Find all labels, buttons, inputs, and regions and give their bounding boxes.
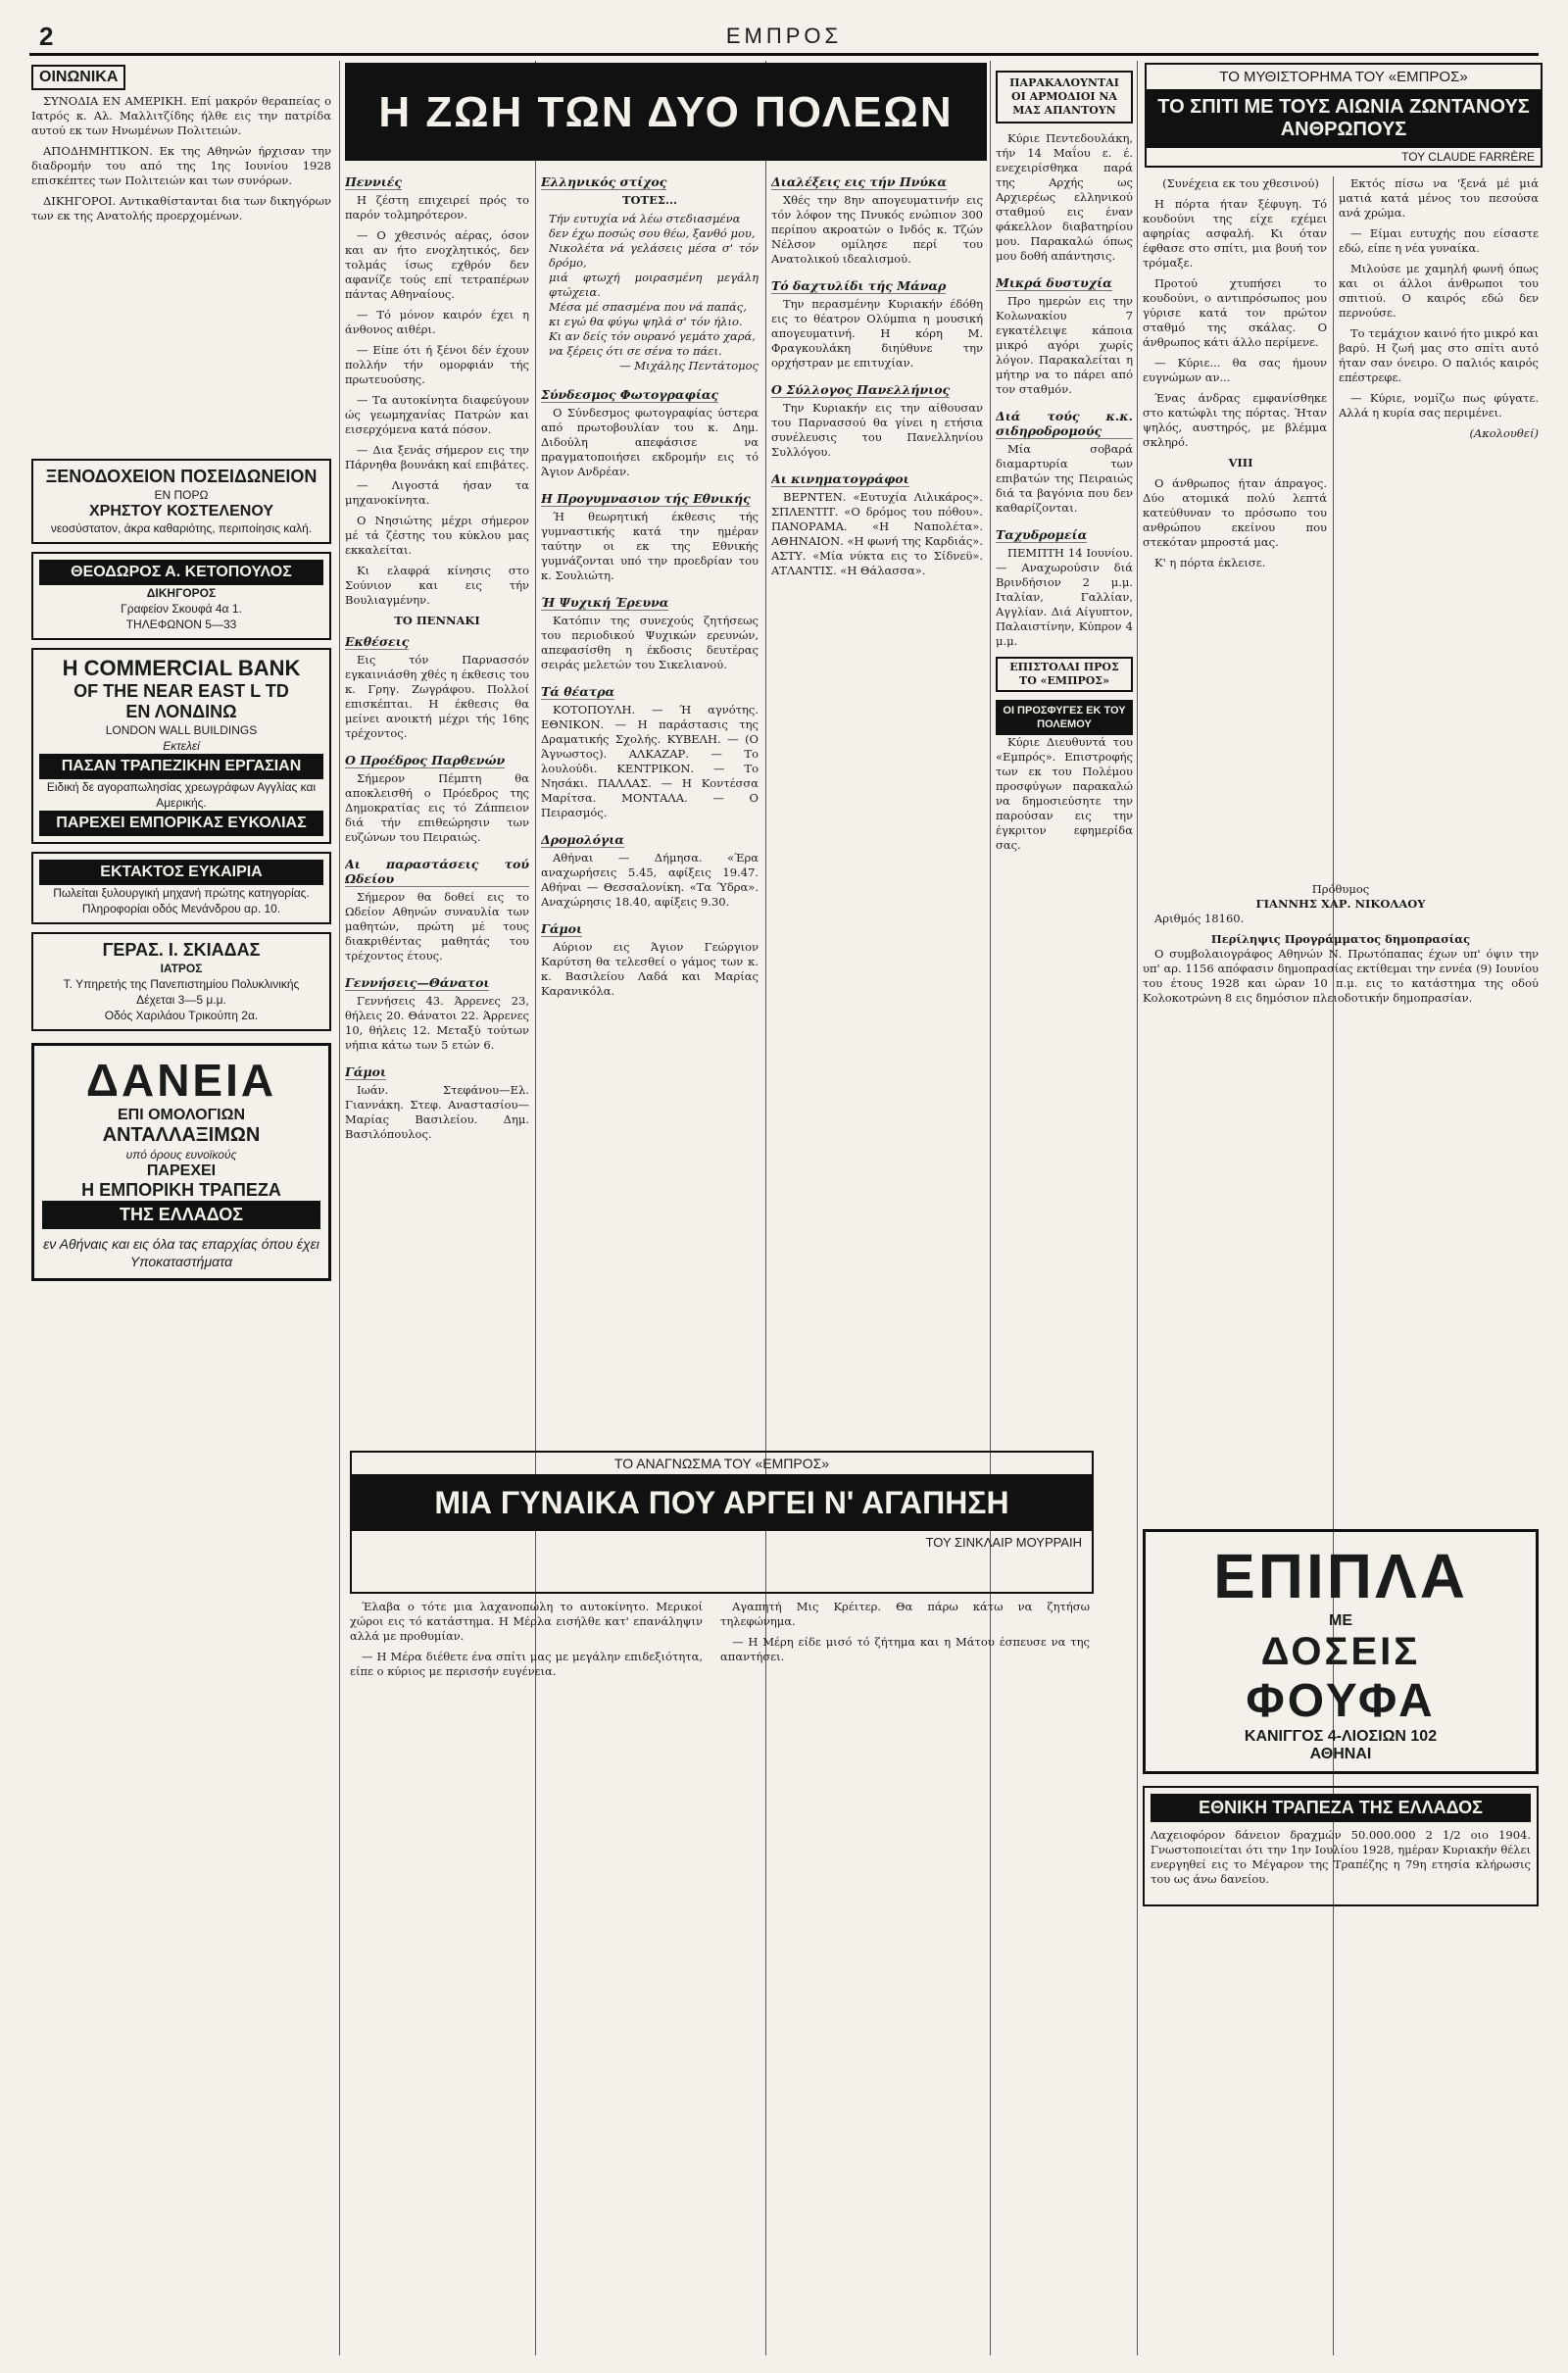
paragraph: Η πόρτα ήταν ξέφυγη. Τό κουδούνι της είχε εχέμει αφηρίας ασφαλή. Κι όταν έφθασε στο σπίτι, μια βουή τον τρόμαξε. — [1143, 197, 1327, 270]
paragraph: — Τα αυτοκίνητα διαφεύγουν ώς γεωμηχανίας Πατρών και εισερχόμενα κατά πόσον. — [345, 393, 529, 436]
paragraph: Εκτός πίσω να 'ξενά μέ μιά ματιά κατά μένος του πεσούσα ανά χρώμα. — [1339, 176, 1539, 220]
ad-line: ΕΠΙ ΟΜΟΛΟΓΙΩΝ — [117, 1107, 246, 1123]
paragraph: Εις τόν Παρνασσόν εγκαινιάσθη χθές η έκθεσις του κ. Γρηγ. Ζωγράφου. Πολλοί επισκέπται. Η έκθεσις θα μείνει ανοικτή μέχρι τής 16ης τρέχοντος. — [345, 653, 529, 740]
ad-line: ΙΑΤΡΟΣ — [160, 962, 203, 975]
opportunity-ad — [31, 852, 331, 924]
signature: ΤΟ ΠΕΝΝΑΚΙ — [394, 614, 480, 627]
paragraph: Κ' η πόρτα έκλεισε. — [1154, 556, 1266, 569]
paragraph: Κατόπιν της συνεχούς ζητήσεως του περιοδικού Ψυχικών ερευνών, απεφασίσθη η έκδοσις δευτέρας σειράς μελετών του Σικελιανού. — [541, 614, 759, 671]
paragraph: Την περασμένην Κυριακήν έδόθη εις το θέατρον Ολύμπια η μουσική απογευματινή. Η κόρη Μ. Φραγκουλάκη διηύθυνε την ορχήστραν με επιτυχίαν. — [771, 297, 983, 370]
notice-number: Αριθμός 18160. — [1154, 912, 1245, 925]
section-heading: Δρομολόγια — [541, 832, 624, 847]
section-heading: Αι παραστάσεις τού Ωδείου — [345, 857, 529, 886]
paragraph: — Κύριε... θα σας ήμουν ευγνώμων αν... — [1143, 356, 1327, 384]
section-heading: Ή Ψυχική Έρευνα — [541, 595, 669, 610]
section-heading: Η Προγυμνασιον τής Εθνικής — [541, 491, 751, 506]
ad-line: ΑΝΤΑΛΛΑΞΙΜΩΝ — [102, 1124, 261, 1146]
ad-line: ΤΗΛΕΦΩΝΟΝ 5—33 — [125, 618, 237, 631]
section-heading: Γεννήσεις—Θάνατοι — [345, 975, 490, 990]
masthead — [29, 14, 1539, 56]
paragraph: ΒΕΡΝΤΕΝ. «Ευτυχία Λιλικάρος». ΣΠΛΕΝΤΙΤ. «Ο δρόμος του πόθου». ΠΑΝΟΡΑΜΑ. «Η Ναπολέτα». ΑΘΗΝΑΙΟΝ. «Η φωνή της Καρδιάς». ΑΣΤΥ. «Μία νύκτα εις το Σίδνεϋ». ΑΤΛΑΝΤΙΣ. «Η Θάλασσα». — [771, 490, 983, 577]
paragraph: — Δια ξενάς σήμερον εις την Πάρνηθα βουνάκη καί επιβάτες. — [345, 443, 529, 471]
hotel-ad — [31, 459, 331, 544]
ad-line: ΧΡΗΣΤΟΥ ΚΟΣΤΕΛΕΝΟΥ — [89, 503, 273, 519]
ad-line: ΜΕ — [1329, 1612, 1352, 1629]
signature: ΓΙΑΝΝΗΣ ΧΑΡ. ΝΙΚΟΛΑΟΥ — [1255, 897, 1426, 911]
ad-line: ΔΟΣΕΙΣ — [1260, 1630, 1421, 1673]
loans-ad — [31, 1043, 331, 1281]
section-heading: Γάμοι — [541, 921, 583, 936]
column-2 — [345, 169, 529, 1443]
ad-title: ΕΘΝΙΚΗ ΤΡΑΠΕΖΑ ΤΗΣ ΕΛΛΑΔΟΣ — [1151, 1794, 1531, 1822]
section-heading: Τά θέατρα — [541, 684, 615, 699]
continued-note: (Ακολουθεί) — [1469, 426, 1539, 440]
paragraph: Κι ελαφρά κίνησις στο Σούνιον και εις τήν Βουλιαγμένην. — [345, 564, 529, 607]
signature-label: Πρόθυμος — [1311, 882, 1370, 896]
paragraph: — Η Μέρη είδε μισό τό ζήτημα και η Μάτου έσπευσε να της απαντήσει. — [720, 1635, 1090, 1663]
ad-line: ΠΑΡΕΧΕΙ — [146, 1162, 217, 1179]
paragraph: ΚΟΤΟΠΟΥΛΗ. — Ή αγνότης. ΕΘΝΙΚΟΝ. — Η παράστασις της Δραματικής Σχολής. ΚΥΒΕΛΗ. — (Ο Άγνωστος). ΑΛΚΑΖΑΡ. — Το λουλούδι. ΚΕΝΤΡΙΚΟΝ. — Το Νησάκι. ΠΑΛΛΑΣ. — Η Κοντέσσα Μαρίτσα. ΜΟΝΤΑΛΑ. — Ο Πειρασμός. — [541, 703, 759, 819]
column-6 — [1143, 176, 1327, 863]
paragraph: Ιωάν. Στεφάνου—Ελ. Γιαννάκη. Στεφ. Αναστασίου—Μαρίας Βασιλείου. Δημ. Βασιλόπουλος. — [345, 1083, 529, 1141]
paragraph: Μία σοβαρά διαμαρτυρία των επιβατών της Πειραιώς διά τα βαγόνια που δεν καθαρίζονται. — [996, 442, 1133, 515]
ad-line: υπό όρους ευνοϊκούς — [125, 1148, 237, 1162]
right-ads — [1143, 1529, 1539, 2352]
paragraph: Ο Σύνδεσμος φωτογραφίας ύστερα από πρωτοβουλίαν του κ. Δημ. Διδούλη απεφάσισε να πραγματοποιήσει εκδρομήν εις τό Άγιον Ανδρέαν. — [541, 406, 759, 478]
banner-title: Η ΖΩΗ ΤΩΝ ΔΥΟ ΠΟΛΕΩΝ — [378, 88, 954, 136]
letter-title: ΟΙ ΠΡΟΣΦΥΓΕΣ ΕΚ ΤΟΥ ΠΟΛΕΜΟΥ — [996, 700, 1133, 735]
paragraph: Ή θεωρητική έκθεσις τής γυμναστικής κατά την ημέραν ταύτην οι εκ της Εθνικής γυμνάζονται υπό την προεδρίαν του κ. Σουλιώτη. — [541, 510, 759, 582]
column-rule — [339, 61, 340, 2355]
national-bank-ad — [1143, 1786, 1539, 1906]
ad-line: ΚΑΝΙΓΓΟΣ 4-ΛΙΟΣΙΩΝ 102 — [1244, 1728, 1438, 1745]
poem-line: να ξέρεις ότι σε σένα το πάει. — [549, 344, 722, 358]
poem-line: Νικολέτα νά γελάσεις μέσα σ' τόν δρόμο, — [549, 241, 759, 270]
lawyer-ad — [31, 552, 331, 640]
poem-title: ΤΟΤΕΣ... — [621, 193, 678, 207]
column-5 — [996, 63, 1133, 1445]
paragraph: Κύριε Διευθυντά του «Εμπρός». Επιστροφής των εκ του Πολέμου προσφύγων παρακαλώ να δημοσιεύσητε την παρούσαν εις την έγκριτον εφημερίδα σας. — [996, 735, 1133, 852]
ad-line: LONDON WALL BUILDINGS — [105, 723, 258, 737]
ad-line: ΕΝ ΠΟΡΩ — [154, 488, 209, 502]
ad-title: ΕΚΤΑΚΤΟΣ ΕΥΚΑΙΡΙΑ — [39, 860, 323, 885]
section-heading: Μικρά δυστυχία — [996, 275, 1112, 290]
newspaper-title: ΕΜΠΡΟΣ — [725, 24, 843, 48]
paragraph: Ένας άνδρας εμφανίσθηκε στο κατώφλι της πόρτας. Ήταν ψηλός, αυστηρός, με βλέμμα σκληρό. — [1143, 391, 1327, 449]
ad-line: Οδός Χαριλάου Τρικούπη 2α. — [104, 1009, 259, 1022]
section-heading: Ελληνικός στίχος — [541, 174, 667, 189]
paragraph: Ο συμβολαιογράφος Αθηνών Ν. Πρωτόπαπας έχων υπ' όψιν την υπ' αρ. 1156 απόφασιν δημοπρασίας εκτίθεμαι την εννέα (9) Ιουνίου του έτους 1928 και ώραν 10 π.μ. εις το κατάστημα της οδού Κολοκοτρώνη 8 εις δημόσιον πλειοδοτικήν δημοπρασίαν. — [1143, 947, 1539, 1005]
poem-author: — Μιχάλης Πεντάτομος — [619, 359, 759, 372]
poem-line: μιά φτωχή μοιρασμένη μεγάλη φτώχεια. — [549, 271, 759, 299]
paragraph: Χθές την 8ην απογευματινήν εις τόν λόφον της Πνυκός ενώπιον 300 περίπου ακροατών ο Ινδός κ. Τζών Νέλσον ομίλησε περί του Ανατολικού ιδεαλισμού. — [771, 193, 983, 266]
paragraph: Λαχειοφόρον δάνειον δραχμών 50.000.000 2 1/2 οιο 1904. Γνωστοποιείται ότι την 1ην Ιουλίου 1928, ημέραν Κυριακήν θέλει ενεργηθεί εις το Μέγαρον της Τραπέζης η 79η ετησία κλήρωσις του ως άνω δανείου. — [1151, 1828, 1531, 1886]
section-heading: Ταχυδρομεία — [996, 527, 1088, 542]
poem-line: Μέσα μέ σπασμένα που νά παπάς, — [549, 300, 747, 314]
serial-header — [1145, 63, 1543, 168]
paragraph: — Είπε ότι ή ξένοι δέν έχουν πολλήν τήν ομορφιάν τής πρωτευούσης. — [345, 343, 529, 386]
ad-line: ΠΑΣΑΝ ΤΡΑΠΕΖΙΚΗΝ ΕΡΓΑΣΙΑΝ — [39, 754, 323, 779]
ad-line: εν Αθήναις και εις όλα τας επαρχίας όπου έχει Υποκαταστήματα — [43, 1236, 319, 1269]
section-heading: Εκθέσεις — [345, 634, 410, 649]
paragraph: Αύριον εις Άγιον Γεώργιον Καρύτση θα τελεσθεί ο γάμος των κ. κ. Βασιλείου Λαδά και Μαρίας Καρανικόλα. — [541, 940, 759, 998]
section-heading: Διά τούς κ.κ. σιδηροδρομούς — [996, 409, 1133, 438]
column-1 — [31, 61, 331, 2354]
section-heading: Τό δαχτυλίδι τής Μάναρ — [771, 278, 947, 293]
chapter-number: VIII — [1228, 456, 1253, 470]
novel-label: ΤΟ ΑΝΑΓΝΩΣΜΑ ΤΟΥ «ΕΜΠΡΟΣ» — [352, 1453, 1092, 1475]
paragraph: — Η Μέρα διέθετε ένα σπίτι μας με μεγάλην επιδεξιότητα, είπε ο κύριος με περισσήν ευγένεια. — [350, 1650, 703, 1678]
ad-line: Η ΕΜΠΟΡΙΚΗ ΤΡΑΠΕΖΑ — [81, 1180, 281, 1200]
social-notes — [31, 94, 331, 223]
poem-line: δεν έχω ποσώς σου θέω, ξανθό μου, — [549, 226, 756, 240]
poem-line: κι εγώ θα φύγω ψηλά σ' τόν ήλιο. — [549, 315, 743, 328]
ad-line: ΑΘΗΝΑΙ — [1309, 1746, 1372, 1762]
paragraph: Κύριε Πεντεδουλάκη, τήν 14 Μαΐου ε. έ. ενεχειρίσθηκα παρά της Αρχής ως Αρχιερέως ελληνικού σταθμού εις έναν φάκελλον διαβατηρίου μου. Παρακαλώ όπως μου δοθή απάντησις. — [996, 131, 1133, 263]
section-heading: Ο Προέδρος Παρθενών — [345, 753, 506, 767]
bank-ad — [31, 648, 331, 844]
poem — [549, 212, 759, 373]
ad-title: ΞΕΝΟΔΟΧΕΙΟΝ ΠΟΣΕΙΔΩΝΕΙΟΝ — [45, 467, 318, 486]
serial-author: ΤΟΥ CLAUDE FARRÈRE — [1147, 147, 1541, 166]
paragraph: Αθήναι — Δήμησα. «Έρα αναχωρήσεις 5.45, αφίξεις 19.47. Αθήναι — Θεσσαλονίκη. «Τα Ύδρα». Αναχώρησις 18.40, αφίξεις 9.30. — [541, 851, 759, 909]
serial-label: ΤΟ ΜΥΘΙΣΤΟΡΗΜΑ ΤΟΥ «ΕΜΠΡΟΣ» — [1147, 65, 1541, 90]
ad-line: ΤΗΣ ΕΛΛΑΔΟΣ — [42, 1201, 320, 1229]
paragraph: Ο άνθρωπος ήταν άπραγος. Δύο ατομικά πολύ λεπτά κατεύθυναν το πρόσωπο του ανθρώπου εκείνου που στεκόταν μπροστά μας. — [1143, 476, 1327, 549]
section-heading: Αι κινηματογράφοι — [771, 471, 909, 486]
novel-title: ΜΙΑ ΓΥΝΑΙΚΑ ΠΟΥ ΑΡΓΕΙ Ν' ΑΓΑΠΗΣΗ — [352, 1475, 1092, 1531]
column-3 — [541, 169, 759, 1443]
paragraph: — Λιγοστά ήσαν τα μηχανοκίνητα. — [345, 478, 529, 507]
doctor-ad — [31, 932, 331, 1031]
ad-line: ΠΑΡΕΧΕΙ ΕΜΠΟΡΙΚΑΣ ΕΥΚΟΛΙΑΣ — [39, 811, 323, 836]
ad-title: ΓΕΡΑΣ. Ι. ΣΚΙΑΔΑΣ — [102, 940, 261, 960]
ad-line: νεοσύστατον, άκρα καθαριότης, περιποίησις καλή. — [50, 521, 313, 535]
ad-title: Η COMMERCIAL BANK — [62, 656, 301, 680]
ad-title: ΔΑΝΕΙΑ — [85, 1055, 277, 1106]
poem-line: Κι αν δείς τόν ουρανό γεμάτο χαρά, — [549, 329, 756, 343]
paragraph: — Ο χθεσινός αέρας, όσον και αν ήτο ενοχλητικός, δεν τολμάς ίσως εχθρόν δεν αφανίζε τούς επί τετραπέρων πάντας Αθηναίους. — [345, 228, 529, 301]
paragraph: Η ζέστη επιχειρεί πρός το παρόν τολμηρότερον. — [345, 193, 529, 222]
ad-line: Τ. Υπηρετής της Πανεπιστημίου Πολυκλινικής — [63, 977, 300, 991]
box-title: ΠΑΡΑΚΑΛΟΥΝΤΑΙ ΟΙ ΑΡΜΟΔΙΟΙ ΝΑ ΜΑΣ ΑΠΑΝΤΟΥΝ — [1009, 76, 1119, 117]
section-heading: Σύνδεσμος Φωτογραφίας — [541, 387, 719, 402]
paragraph: Έλαβα ο τότε μια λαχανοπώλη το αυτοκίνητο. Μερικοί χώροι εις τό κατάστημα. Η Μέρλα εισήλθε κατ' επανάληψιν αλλά με προθυμίαν. — [350, 1600, 703, 1643]
paragraph: Το τεμάχιον καινό ήτο μικρό και βαρύ. Η ζωή μας στο σπίτι αυτό ήταν σαν όνειρο. Ο παλιός καιρός επέστρεφε. — [1339, 326, 1539, 384]
serial-title: ΤΟ ΣΠΙΤΙ ΜΕ ΤΟΥΣ ΑΙΩΝΙΑ ΖΩΝΤΑΝΟΥΣ ΑΝΘΡΩΠΟΥΣ — [1147, 90, 1541, 147]
two-cities-banner — [345, 63, 987, 161]
paragraph: Προτού χτυπήσει το κουδούνι, ο αντιπρόσωπος μου γύρισε κατά τον πρώτον σταθμό της σκάλας. Ο άνθρωπος κάτι άλλο περίμενε. — [1143, 276, 1327, 349]
ad-line: OF THE NEAR EAST L TD — [74, 681, 289, 701]
section-heading: Γάμοι — [345, 1064, 387, 1079]
furniture-ad — [1143, 1529, 1539, 1774]
notice-box — [996, 71, 1133, 124]
poem-line: Τήν ευτυχία νά λέω στεδιασμένα — [549, 212, 741, 225]
column-rule — [1137, 61, 1138, 2355]
ad-title: ΕΠΙΠΛΑ — [1213, 1541, 1468, 1611]
column-7 — [1339, 176, 1539, 863]
paragraph: Προ ημερών εις την Κολωνακίου 7 εγκατέλειψε κάποια μικρό αγόρι χωρίς λόγον. Παρακαλείται η μήτηρ να το πάρει από τον σταθμόν. — [996, 294, 1133, 396]
letters-box: ΕΠΙΣΤΟΛΑΙ ΠΡΟΣ ΤΟ «ΕΜΠΡΟΣ» — [996, 657, 1133, 692]
paragraph: Σήμερον θα δοθεί εις το Ωδείον Αθηνών συναυλία των μαθητών, πρώτη μέ τους διακριθέντας μαθητάς του τρέχοντος έτους. — [345, 890, 529, 963]
note: ΑΠΟΔΗΜΗΤΙΚΟΝ. Εκ της Αθηνών ήρχισαν την διαδρομήν του από της 1ης Ιουνίου 1928 επισκέπτες των Πολιτειών και των συνόρων. — [31, 144, 331, 187]
paragraph: — Είμαι ευτυχής που είσαστε εδώ, είπε η νέα γυναίκα. — [1339, 226, 1539, 255]
novel-column-2 — [720, 1600, 1090, 2354]
paragraph: Την Κυριακήν εις την αίθουσαν του Παρνασσού θα γίνει η ετήσια συνέλευσις του Πανελληνίου Συλλόγου. — [771, 401, 983, 459]
ad-title: ΘΕΟΔΩΡΟΣ Α. ΚΕΤΟΠΟΥΛΟΣ — [39, 560, 323, 585]
ad-line: Ειδική δε αγοραπωλησίας χρεωγράφων Αγγλίας και Αμερικής. — [46, 780, 317, 810]
section-heading: Ο Σύλλογος Πανελλήνιος — [771, 382, 951, 397]
ad-line: Πωλείται ξυλουργική μηχανή πρώτης κατηγορίας. — [53, 886, 310, 900]
ad-line: ΦΟΥΦΑ — [1246, 1675, 1436, 1727]
novel-header — [350, 1451, 1094, 1594]
paragraph: Γεννήσεις 43. Άρρενες 23, θήλεις 20. Θάνατοι 22. Άρρενες 10, θήλεις 12. Μεταξύ τούτων νήπια κάτω των 5 ετών 6. — [345, 994, 529, 1052]
paragraph: — Τό μόνον καιρόν έχει η άνθονος αιθέρι. — [345, 308, 529, 336]
paragraph: Ο Νησιώτης μέχρι σήμερον μέ τά ζέστης του κύκλου μας εκκαλείται. — [345, 514, 529, 557]
column-4 — [771, 169, 983, 1443]
section-heading: Πεννιές — [345, 174, 403, 189]
ad-line: Γραφείον Σκουφά 4α 1. — [121, 602, 242, 616]
ad-line: Δέχεται 3—5 μ.μ. — [136, 993, 226, 1007]
ad-line: Πληροφορίαι οδός Μενάνδρου αρ. 10. — [81, 902, 281, 915]
paragraph: (Συνέχεια εκ του χθεσινού) — [1162, 176, 1319, 190]
ad-line: Εκτελεί — [163, 739, 200, 753]
paragraph: Αγαπητή Μις Κρέιτερ. Θα πάρω κάτω να ζητήσω τηλεφώνημα. — [720, 1600, 1090, 1628]
page-number: 2 — [39, 22, 54, 51]
note: ΣΥΝΟΔΙΑ ΕΝ ΑΜΕΡΙΚΗ. Επί μακρόν θεραπείας ο Ιατρός κ. Αλ. Μαλλιτζίδης ήλθε εις την πατρίδα αυτού εκ των Ηνωμένων Πολιτειών. — [31, 94, 331, 137]
note: ΔΙΚΗΓΟΡΟΙ. Αντικαθίστανται δια των δικηγόρων των εκ της Ανατολής προερχομένων. — [31, 194, 331, 222]
paragraph: — Κύριε, νομίζω πως φύγατε. Αλλά η κυρία σας περιμένει. — [1339, 391, 1539, 420]
novel-author: ΤΟΥ ΣΙΝΚΛΑΙΡ ΜΟΥΡΡΑΙΗ — [925, 1535, 1082, 1550]
notice-section — [1143, 882, 1539, 1411]
ad-line: ΔΙΚΗΓΟΡΟΣ — [146, 586, 217, 600]
paragraph: ΠΕΜΠΤΗ 14 Ιουνίου. — Αναχωρούσιν διά Βρινδήσιον 2 μ.μ. Ιταλίαν, Γαλλίαν, Αγγλίαν. Διά Αίγυπτον, Παλαιστίνην, Κύπρον 4 μ.μ. — [996, 546, 1133, 648]
ad-line: ΕΝ ΛΟΝΔΙΝΩ — [125, 702, 237, 721]
paragraph: Μιλούσε με χαμηλή φωνή όπως και οι άλλοι άνθρωποι του σπιτιού. Ο καιρός εδώ δεν περνούσε. — [1339, 262, 1539, 320]
paragraph: Σήμερον Πέμπτη θα αποκλεισθή ο Πρόεδρος της Δημοκρατίας εις τό Ζάππειον διά τήν επιθεώρησιν των ευζώνων του Πειραιώς. — [345, 771, 529, 844]
novel-column-1 — [350, 1600, 703, 2354]
section-title: ΟΙΝΩΝΙΚΑ — [31, 65, 125, 90]
notice-title: Περίληψις Προγράμματος δημοπρασίας — [1210, 932, 1471, 946]
section-heading: Διαλέξεις εις τήν Πνύκα — [771, 174, 948, 189]
